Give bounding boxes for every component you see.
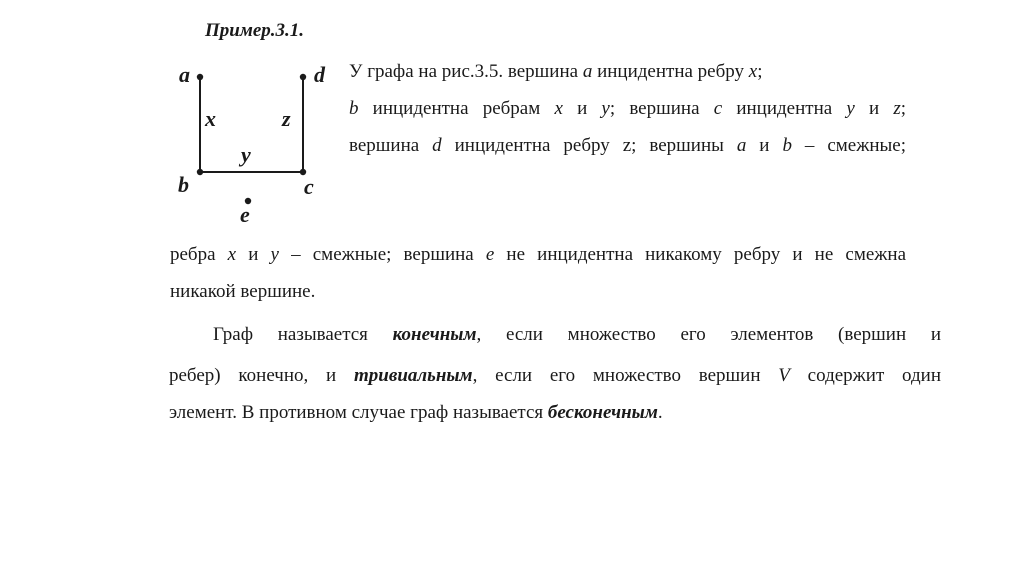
edge-label-y: y	[241, 142, 251, 167]
vertex-label-b: b	[178, 172, 189, 197]
para2-line2: ребер) конечно, и тривиальным, если его множество вершин V содержит один	[169, 365, 941, 386]
vertex-label-d: d	[314, 62, 325, 87]
para1-line5: никакой вершине.	[170, 281, 316, 302]
vertex-label-c: c	[304, 174, 314, 199]
example-heading: Пример.3.1.	[205, 20, 305, 41]
vertex-a-dot	[197, 74, 203, 80]
edge-label-z: z	[282, 106, 291, 131]
para1-line3: вершина d инцидентна ребру z; вершины a и b – смежные;	[349, 135, 907, 156]
para1-line4: ребра x и y – смежные; вершина e не инцидентна никакому ребру и не смежна	[170, 244, 907, 265]
para2-line3: элемент. В противном случае граф называется бесконечным.	[169, 402, 663, 423]
vertex-label-a: a	[179, 62, 190, 87]
para1-line2: b инцидентна ребрам x и y; вершина c инцидентна y и z;	[349, 98, 906, 119]
vertex-d-dot	[300, 74, 306, 80]
edge-label-x: x	[205, 106, 216, 131]
vertex-label-e: e	[240, 202, 250, 227]
para2-line1: Граф называется конечным, если множество его элементов (вершин и	[213, 324, 942, 345]
para1-line1: У графа на рис.3.5. вершина a инцидентна ребру x;	[349, 61, 763, 82]
vertex-b-dot	[197, 169, 203, 175]
